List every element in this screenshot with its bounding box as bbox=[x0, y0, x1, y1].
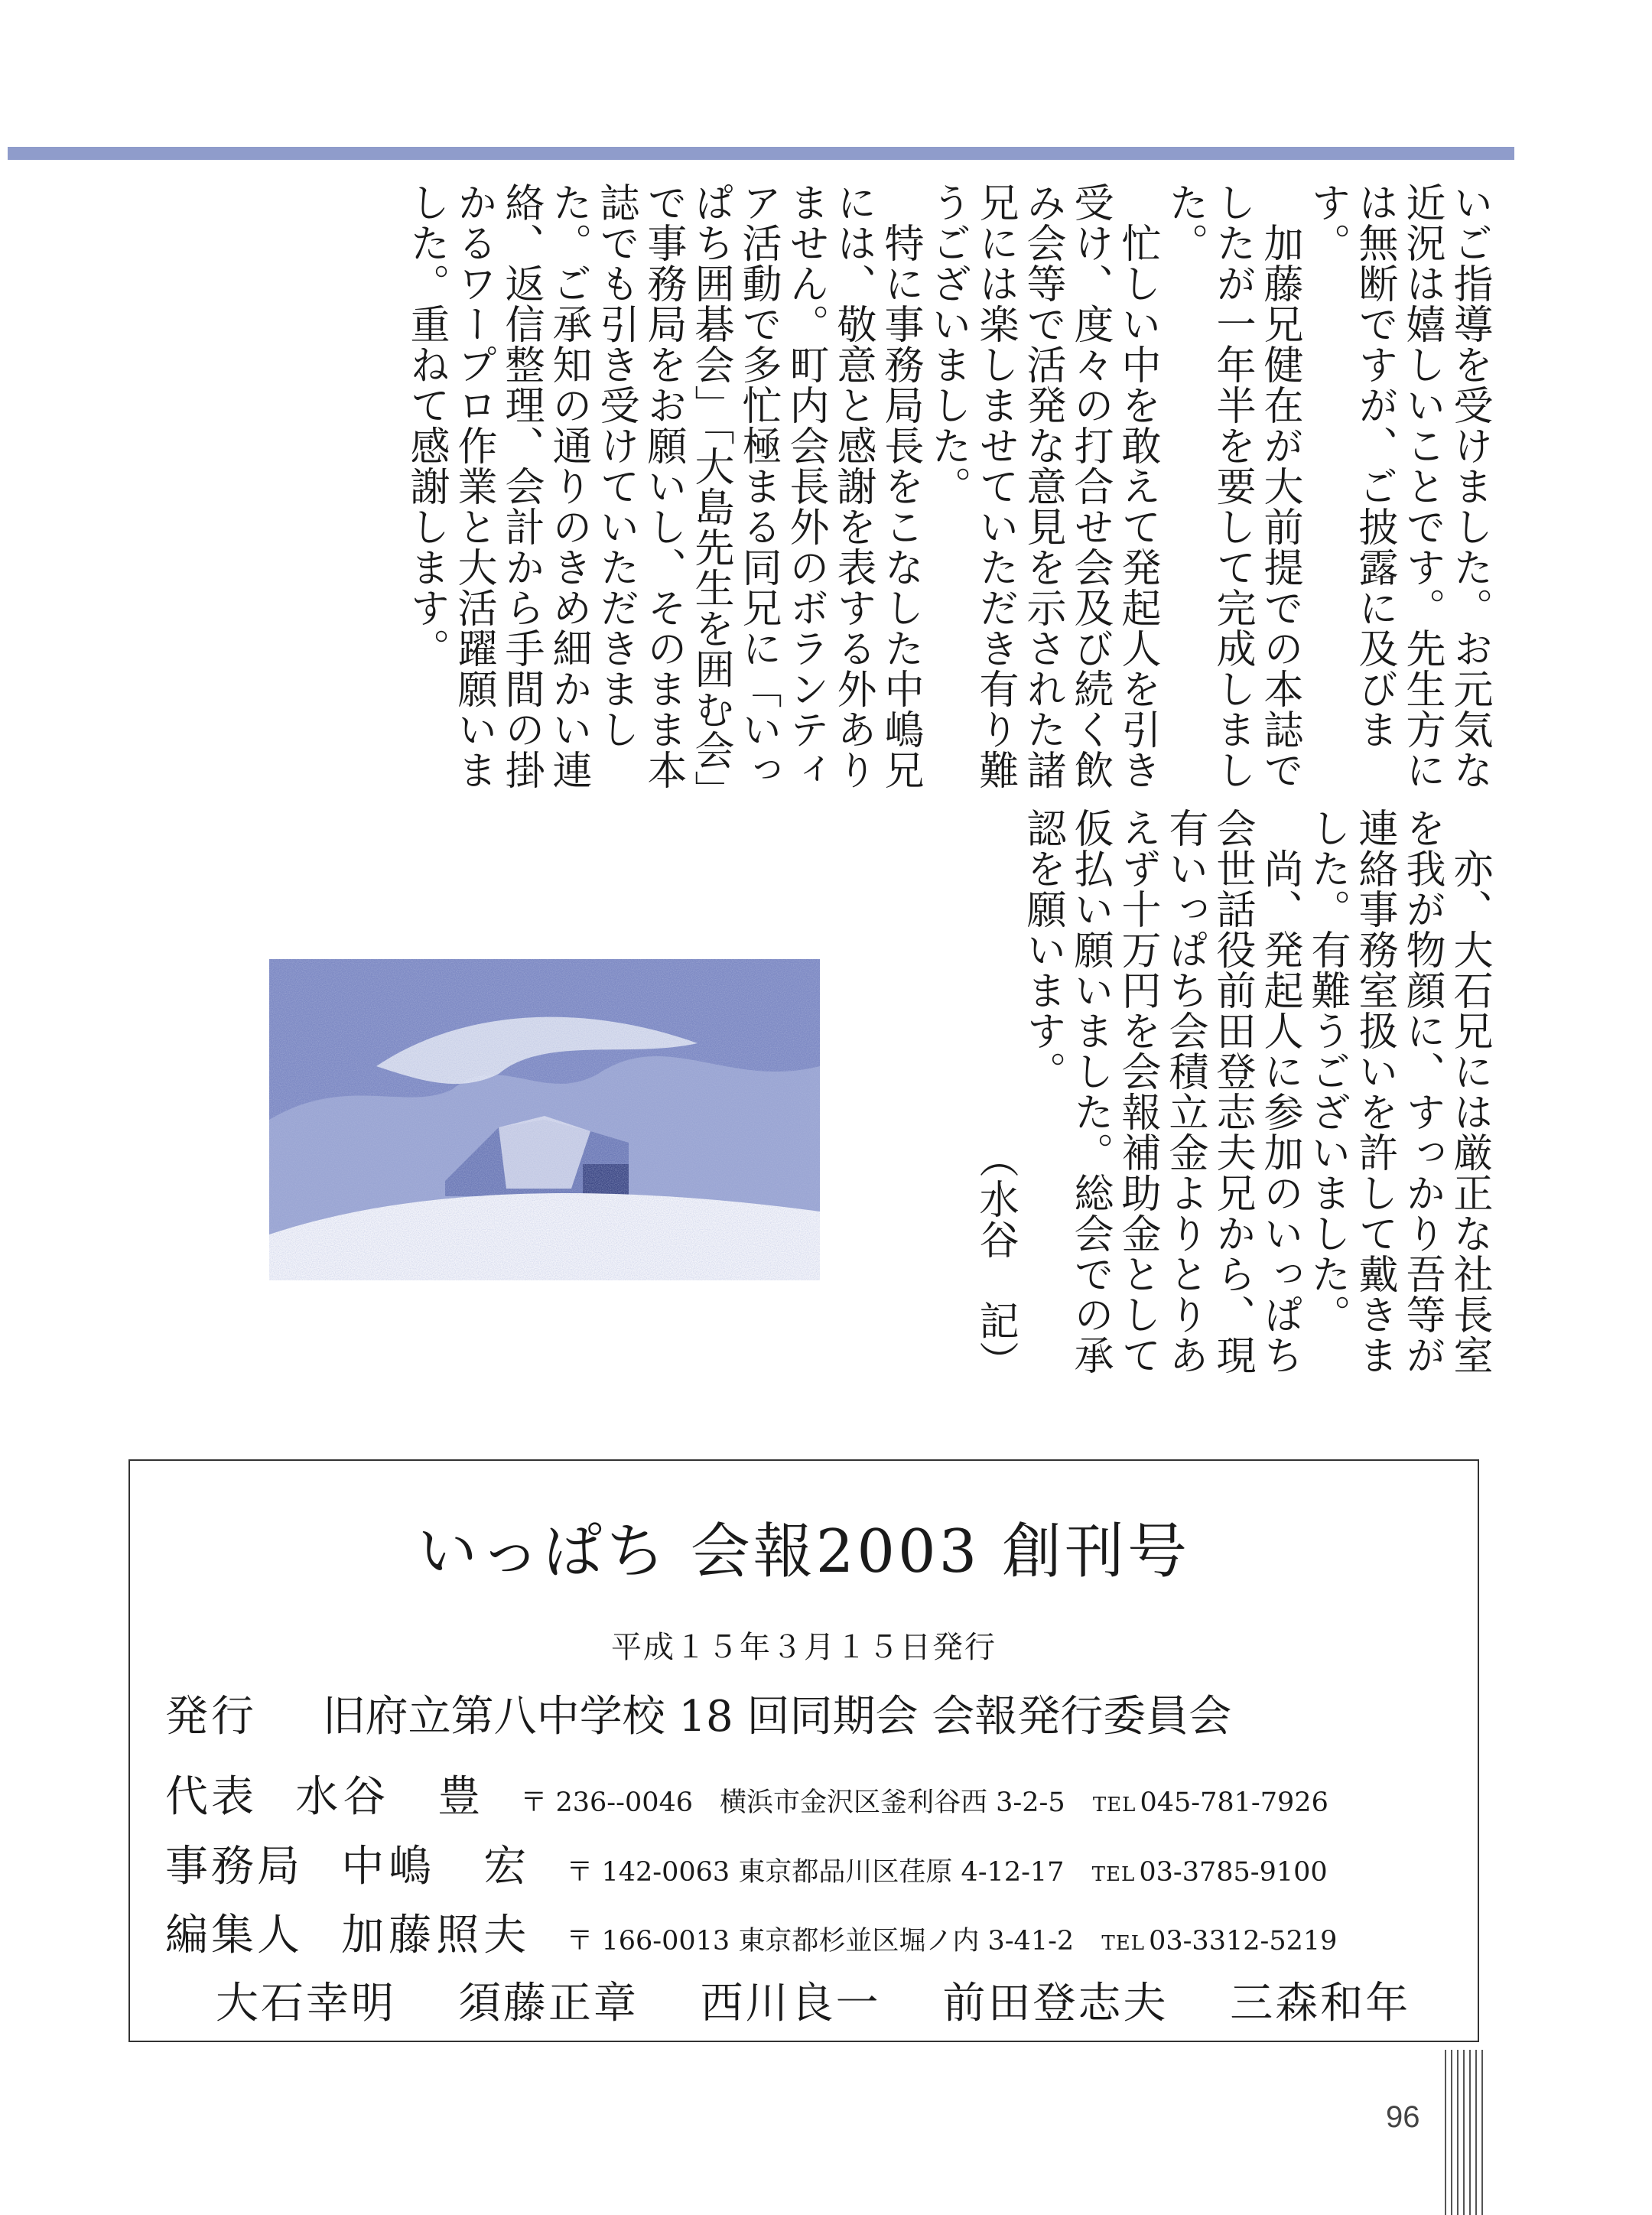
editor-tel-label: TEL bbox=[1101, 1932, 1145, 1955]
editor-address: 〒 166-0013 東京都杉並区堀ノ内 3-41-2 bbox=[566, 1926, 1075, 1956]
rep-tel: 045-781-7926 bbox=[1140, 1787, 1328, 1818]
page-number: 96 bbox=[1386, 2100, 1420, 2134]
member-name: 前田登志夫 bbox=[942, 1979, 1169, 2028]
body-text-lower bbox=[971, 808, 1493, 1381]
office-tel-label: TEL bbox=[1091, 1863, 1136, 1886]
publisher-row bbox=[165, 1683, 1231, 1744]
paragraph: いご指導を受けました。お元気な近況は嬉しいことです。先生方には無断ですが、ご披露に及びます。 bbox=[1304, 182, 1492, 790]
editor-name: 加藤照夫 bbox=[341, 1911, 532, 1960]
member-name: 西川良一 bbox=[700, 1979, 881, 2028]
editor-label: 編集人 bbox=[165, 1911, 303, 1960]
office-tel: 03-3785-9100 bbox=[1139, 1857, 1328, 1888]
paragraph: 亦、大石兄には厳正な社長室を我が物顔に、すっかり吾等が連絡事務室扱いを許して戴きました。有難うございました。 bbox=[1304, 808, 1492, 1375]
paragraph: 特に事務局長をこなした中嶋兄には、敬意と感謝を表する外ありません。町内会長外のボランティア活動で多忙極まる同兄に「いっぱち囲碁会」「大島先生を囲む会」で事務局をお願いし、そのまま本誌でも引き受けていただきました。ご承知の通りのきめ細かい連絡、返信整理、会計から手間の掛かるワープロ作業と大活躍願いました。重ねて感謝します。 bbox=[403, 182, 923, 791]
signature: （水谷 記） bbox=[972, 1138, 1018, 1381]
publication-title: いっぱち 会報2003 創刊号 bbox=[417, 1517, 1191, 1586]
colophon-box bbox=[128, 1459, 1479, 2042]
rep-tel-label: TEL bbox=[1092, 1794, 1137, 1817]
member-name: 大石幸明 bbox=[216, 1979, 396, 2028]
illustration-building-image bbox=[269, 959, 820, 1280]
rep-name: 水谷 豊 bbox=[295, 1772, 486, 1822]
editor-row bbox=[165, 1901, 1337, 1963]
office-address: 〒 142-0063 東京都品川区荏原 4-12-17 bbox=[566, 1857, 1065, 1888]
paragraph: 尚、発起人に参加のいっぱち会世話役前田登志夫兄から、現有いっぱち会積立金よりとりあえず十万円を会報補助金として仮払い願いました。総会での承認を願います。 bbox=[1019, 808, 1302, 1375]
paragraph: 忙しい中を敢えて発起人を引き受け、度々の打合せ会及び続く飲み会等で活発な意見を示された諸兄には楽しませていただき有り難うございました。 bbox=[925, 182, 1160, 790]
office-label: 事務局 bbox=[165, 1842, 303, 1891]
office-row bbox=[165, 1833, 1328, 1894]
editor-tel: 03-3312-5219 bbox=[1149, 1926, 1338, 1956]
header-bar bbox=[8, 147, 1514, 160]
publisher-label: 発行 bbox=[165, 1692, 257, 1742]
office-name: 中嶋 宏 bbox=[341, 1842, 532, 1891]
member-name: 三森和年 bbox=[1230, 1979, 1411, 2028]
member-name: 須藤正章 bbox=[457, 1979, 639, 2028]
publisher-name: 旧府立第八中学校 18 回同期会 会報発行委員会 bbox=[322, 1692, 1232, 1742]
page-edge-lines bbox=[1442, 2050, 1488, 2215]
rep-label: 代表 bbox=[165, 1772, 257, 1822]
paragraph: 加藤兄健在が大前提での本誌でしたが一年半を要して完成しました。 bbox=[1162, 182, 1302, 790]
committee-members-row bbox=[216, 1969, 1456, 2031]
representative-row bbox=[165, 1763, 1328, 1824]
body-text-upper bbox=[402, 182, 1493, 809]
rep-address: 〒 236-‐0046 横浜市金沢区釜利谷西 3-2-5 bbox=[520, 1787, 1065, 1818]
publication-date: 平成１５年３月１５日発行 bbox=[611, 1630, 997, 1665]
